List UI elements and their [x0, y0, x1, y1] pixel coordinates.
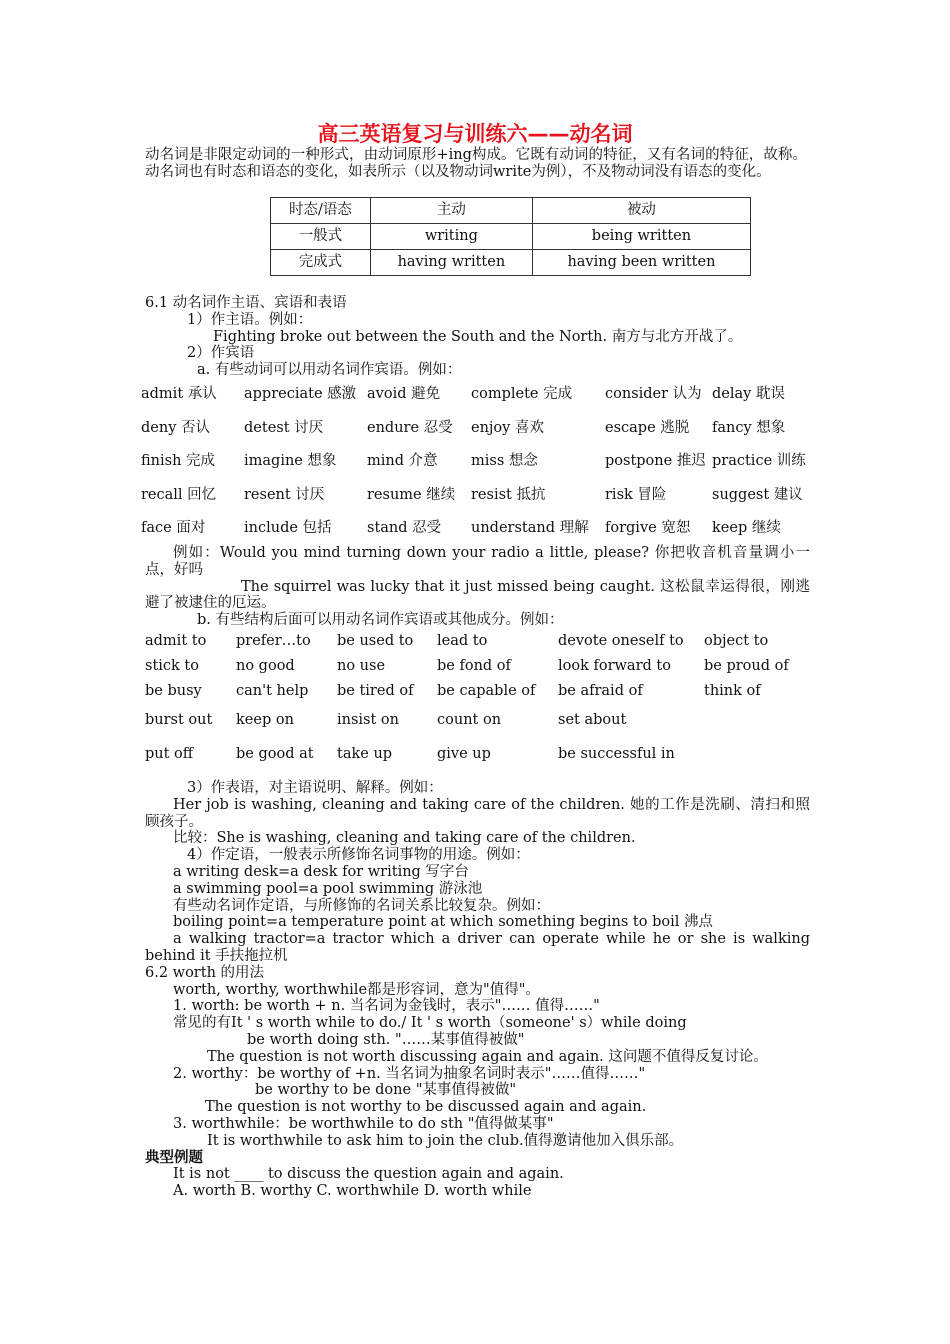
verb-table [138, 378, 814, 546]
question-text: It is not ____ to discuss the question again and again. [173, 1166, 564, 1183]
table-cell: be afraid of [558, 682, 643, 699]
gerund-object-examples [145, 545, 810, 629]
table-cell: forgive 宽恕 [605, 520, 691, 536]
table-cell: 时态/语态 [271, 198, 371, 224]
table-cell: 一般式 [271, 224, 371, 250]
table-row [138, 512, 814, 546]
rule-line: 1. worth: be worth + n. 当名词为金钱时，表示"…… 值得……" [173, 998, 600, 1015]
table-cell: finish 完成 [141, 453, 216, 469]
table-cell: be good at [236, 746, 314, 763]
table-cell: put off [145, 746, 194, 763]
table-cell: object to [704, 632, 769, 649]
table-cell: devote oneself to [558, 632, 684, 649]
table-row [142, 629, 810, 654]
table-cell: avoid 避免 [367, 386, 441, 402]
table-cell: resent 讨厌 [244, 486, 325, 503]
table-row [138, 412, 814, 446]
table-cell: admit 承认 [141, 386, 217, 402]
table-cell: be capable of [437, 682, 536, 699]
example-sentence: Her job is washing, cleaning and taking care of the children. 她的工作是洗刷、清扫和照顾孩子。 [145, 796, 810, 830]
table-cell: insist on [337, 712, 400, 729]
table-cell: mind 介意 [367, 453, 438, 469]
table-cell: be fond of [437, 657, 511, 674]
example-sentence: 例如：Would you mind turning down your radio a little, please? 你把收音机音量调小一点，好吗 [145, 545, 810, 578]
table-cell: understand 理解 [471, 520, 589, 536]
intro-paragraph: 动名词是非限定动词的一种形式，由动词原形+ing构成。它既有动词的特征，又有名词的特征，故称。动名词也有时态和语态的变化，如表所示（以及物动词write为例），不及物动词没有语态的变化。 [145, 147, 807, 180]
rule-line: 常见的有It ' s worth while to do./ It ' s worth（someone' s）while doing [173, 1015, 687, 1032]
subheading: b. 有些结构后面可以用动名词作宾语或其他成分。例如： [197, 612, 564, 629]
table-header-row [271, 198, 751, 224]
table-cell: writing [370, 224, 532, 250]
table-cell: detest 讨厌 [244, 419, 324, 436]
table-cell: suggest 建议 [712, 486, 803, 503]
section-heading: 6.2 worth 的用法 [145, 964, 265, 981]
example-sentence: Fighting broke out between the South and the North. 南方与北方开战了。 [213, 328, 743, 345]
table-cell: be tired of [337, 682, 414, 699]
table-cell: delay 耽误 [712, 386, 785, 402]
example-sentence: The question is not worth discussing again and again. 这问题不值得反复讨论。 [207, 1048, 768, 1065]
section-6-1 [145, 295, 810, 379]
table-cell: postpone 推迟 [605, 453, 706, 469]
table-cell: being written [532, 224, 750, 250]
example-sentence: 比较：She is washing, cleaning and taking care of the children. [173, 830, 636, 847]
table-cell: look forward to [558, 657, 671, 674]
table-cell: stand 忍受 [367, 520, 442, 536]
table-cell: be busy [145, 682, 202, 699]
table-row [142, 738, 810, 772]
example-sentence: It is worthwhile to ask him to join the club.值得邀请他加入俱乐部。 [207, 1132, 684, 1149]
table-cell: can't help [236, 682, 309, 699]
tense-voice-table [270, 197, 751, 276]
paragraph: 有些动名词作定语，与所修饰的名词关系比较复杂。例如： [173, 897, 550, 914]
rule-line: be worthy to be done "某事值得被做" [255, 1082, 517, 1099]
table-cell: include 包括 [244, 520, 332, 536]
table-cell: think of [704, 682, 761, 699]
answer-options: A. worth B. worthy C. worthwhile D. worth while [173, 1183, 532, 1200]
table-cell: lead to [437, 632, 488, 649]
example-sentence: The squirrel was lucky that it just missed being caught. 这松鼠幸运得很，刚逃避了被逮住的厄运。 [145, 578, 810, 612]
table-row [142, 654, 810, 679]
table-cell: having been written [532, 250, 750, 276]
table-cell: enjoy 喜欢 [471, 419, 544, 436]
example-sentence: a walking tractor=a tractor which a driver can operate while he or she is walking behind it 手扶拖拉机 [145, 931, 810, 964]
table-cell [701, 704, 810, 738]
table-cell: deny 否认 [141, 419, 211, 436]
subheading: 4）作定语，一般表示所修饰名词事物的用途。例如： [187, 847, 530, 864]
table-row [142, 704, 810, 738]
table-cell [701, 738, 810, 772]
table-row [138, 378, 814, 412]
table-row [271, 224, 751, 250]
table-cell: 主动 [370, 198, 532, 224]
table-cell: admit to [145, 632, 207, 649]
table-cell: no use [337, 657, 386, 674]
table-cell: imagine 想象 [244, 453, 337, 469]
example-sentence: a writing desk=a desk for writing 写字台 [173, 863, 469, 880]
sections-3-to-end [145, 780, 810, 1200]
table-cell: burst out [145, 712, 213, 729]
subheading: a. 有些动词可以用动名词作宾语。例如： [197, 362, 462, 379]
table-cell: risk 冒险 [605, 486, 667, 503]
table-cell: recall 回忆 [141, 486, 217, 503]
table-cell: stick to [145, 657, 199, 674]
subheading: 3）作表语，对主语说明、解释。例如： [187, 780, 443, 796]
table-row [142, 679, 810, 704]
table-cell: practice 训练 [712, 453, 806, 469]
table-cell: appreciate 感激 [244, 386, 357, 402]
rule-line: 2. worthy：be worthy of +n. 当名词为抽象名词时表示"……值得……" [173, 1065, 646, 1082]
table-row [138, 479, 814, 513]
table-cell: consider 认为 [605, 386, 702, 402]
table-cell: resume 继续 [367, 486, 456, 503]
subheading: 1）作主语。例如： [187, 311, 313, 328]
table-cell: face 面对 [141, 520, 206, 536]
table-cell: complete 完成 [471, 386, 573, 402]
rule-line: be worth doing sth. "……某事值得被做" [247, 1031, 525, 1048]
table-cell: 被动 [532, 198, 750, 224]
table-cell: give up [437, 746, 491, 763]
table-cell: be used to [337, 632, 414, 649]
table-cell: fancy 想象 [712, 419, 786, 436]
table-cell: be proud of [704, 657, 789, 674]
section-heading: 6.1 动名词作主语、宾语和表语 [145, 295, 347, 311]
subheading: 2）作宾语 [187, 345, 255, 362]
table-cell: be successful in [558, 746, 675, 763]
table-cell: set about [558, 712, 627, 729]
table-cell: prefer…to [236, 632, 311, 649]
example-sentence: The question is not worthy to be discussed again and again. [205, 1099, 647, 1116]
table-row [138, 445, 814, 479]
table-cell: count on [437, 712, 502, 729]
rule-line: 3. worthwhile：be worthwhile to do sth "值得做某事" [173, 1115, 554, 1132]
table-cell: 完成式 [271, 250, 371, 276]
page-title: 高三英语复习与训练六——动名词 [317, 122, 633, 146]
table-cell: take up [337, 746, 393, 763]
example-heading: 典型例题 [145, 1149, 203, 1166]
table-cell: having written [370, 250, 532, 276]
table-cell: miss 想念 [471, 453, 538, 469]
example-sentence: boiling point=a temperature point at which something begins to boil 沸点 [173, 914, 713, 931]
table-cell: escape 逃脱 [605, 419, 690, 436]
phrase-table [142, 629, 810, 772]
table-cell: endure 忍受 [367, 419, 453, 436]
paragraph: worth, worthy, worthwhile都是形容词，意为"值得"。 [173, 981, 540, 998]
table-cell: keep 继续 [712, 520, 781, 536]
table-row [271, 250, 751, 276]
table-cell: no good [236, 657, 295, 674]
table-cell: keep on [236, 712, 294, 729]
table-cell: resist 抵抗 [471, 486, 546, 503]
example-sentence: a swimming pool=a pool swimming 游泳池 [173, 880, 483, 897]
